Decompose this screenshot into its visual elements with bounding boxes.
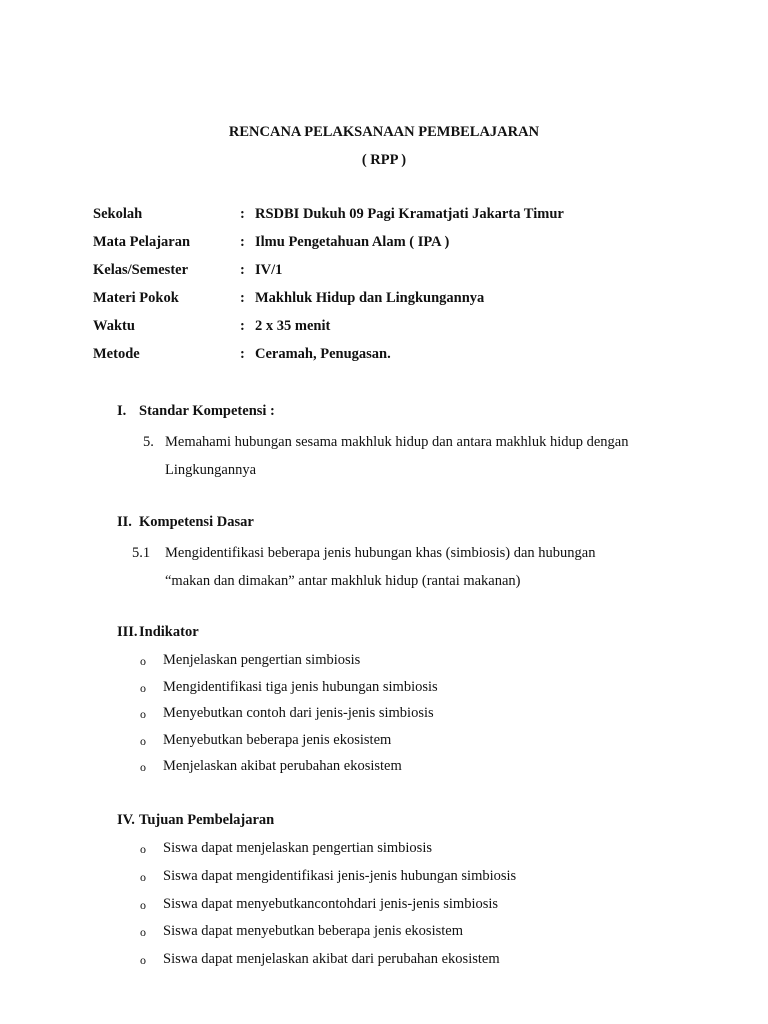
kompetensi-dasar-text <box>132 539 675 595</box>
meta-row-metode <box>93 346 713 374</box>
meta-value: IV/1 <box>255 262 283 278</box>
document-title: RENCANA PELAKSANAAN PEMBELAJARAN <box>228 124 540 140</box>
meta-colon: : <box>240 262 245 278</box>
list-item-text: Siswa dapat menyebutkancontohdari jenis-jenis simbiosis <box>163 895 499 912</box>
bullet-icon: o <box>140 760 146 775</box>
paragraph-line: Memahami hubungan sesama makhluk hidup dan antara makhluk hidup dengan <box>165 434 629 450</box>
standar-kompetensi-text <box>143 428 675 484</box>
list-item-text: Menjelaskan pengertian simbiosis <box>163 652 361 668</box>
meta-value: Ceramah, Penugasan. <box>255 346 391 362</box>
meta-label: Mata Pelajaran <box>93 234 191 250</box>
list-item-text: Siswa dapat mengidentifikasi jenis-jenis hubungan simbiosis <box>163 867 517 884</box>
meta-row-mata-pelajaran <box>93 234 713 262</box>
section-heading-tujuan-pembelajaran <box>117 812 274 829</box>
section-number: II. <box>117 514 132 530</box>
list-item-text: Siswa dapat menjelaskan akibat dari perubahan ekosistem <box>163 951 500 968</box>
paragraph-line: Lingkungannya <box>165 462 257 478</box>
list-item-text: Menyebutkan beberapa jenis ekosistem <box>163 731 392 748</box>
list-item-text: Siswa dapat menjelaskan pengertian simbiosis <box>163 840 433 856</box>
section-number: IV. <box>117 812 135 828</box>
section-heading-standar-kompetensi <box>117 403 275 420</box>
list-item-text: Mengidentifikasi tiga jenis hubungan simbiosis <box>163 678 438 695</box>
bullet-icon: o <box>140 707 146 722</box>
section-heading-indikator <box>117 624 199 641</box>
meta-row-sekolah <box>93 206 713 234</box>
section-title: Indikator <box>139 624 199 640</box>
bullet-icon: o <box>140 733 146 748</box>
bullet-icon: o <box>140 869 146 884</box>
meta-value: 2 x 35 menit <box>255 318 331 334</box>
meta-row-materi-pokok <box>93 290 713 318</box>
bullet-icon: o <box>140 925 146 940</box>
meta-colon: : <box>240 206 245 222</box>
meta-row-waktu <box>93 318 713 346</box>
section-number: III. <box>117 624 138 640</box>
section-title: Tujuan Pembelajaran <box>139 812 275 828</box>
section-title: Kompetensi Dasar <box>139 514 254 530</box>
bullet-icon: o <box>140 680 146 695</box>
meta-value: RSDBI Dukuh 09 Pagi Kramatjati Jakarta Timur <box>255 206 564 222</box>
meta-colon: : <box>240 290 245 306</box>
identity-table <box>93 206 713 374</box>
list-item-text: Siswa dapat menyebutkan beberapa jenis ekosistem <box>163 923 463 940</box>
meta-label: Waktu <box>93 318 135 334</box>
meta-label: Materi Pokok <box>93 290 179 306</box>
paragraph-line: Mengidentifikasi beberapa jenis hubungan khas (simbiosis) dan hubungan <box>165 545 596 561</box>
list-item-text: Menjelaskan akibat perubahan ekosistem <box>163 758 402 775</box>
section-heading-kompetensi-dasar <box>117 514 254 531</box>
bullet-icon: o <box>140 654 146 668</box>
bullet-icon: o <box>140 897 146 912</box>
bullet-icon: o <box>140 953 146 968</box>
meta-label: Kelas/Semester <box>93 262 189 278</box>
bullet-icon: o <box>140 842 146 856</box>
section-title: Standar Kompetensi : <box>139 403 275 419</box>
meta-colon: : <box>240 234 245 250</box>
meta-label: Sekolah <box>93 206 143 222</box>
item-number: 5.1 <box>132 545 151 561</box>
meta-value: Makhluk Hidup dan Lingkungannya <box>255 290 485 306</box>
paragraph-line: “makan dan dimakan” antar makhluk hidup (rantai makanan) <box>165 573 521 589</box>
meta-row-kelas-semester <box>93 262 713 290</box>
meta-colon: : <box>240 318 245 334</box>
meta-label: Metode <box>93 346 140 362</box>
meta-colon: : <box>240 346 245 362</box>
document-subtitle: ( RPP ) <box>361 152 407 168</box>
list-item-text: Menyebutkan contoh dari jenis-jenis simbiosis <box>163 705 434 722</box>
item-number: 5. <box>143 434 154 450</box>
meta-value: Ilmu Pengetahuan Alam ( IPA ) <box>255 234 450 250</box>
section-number: I. <box>117 403 127 419</box>
